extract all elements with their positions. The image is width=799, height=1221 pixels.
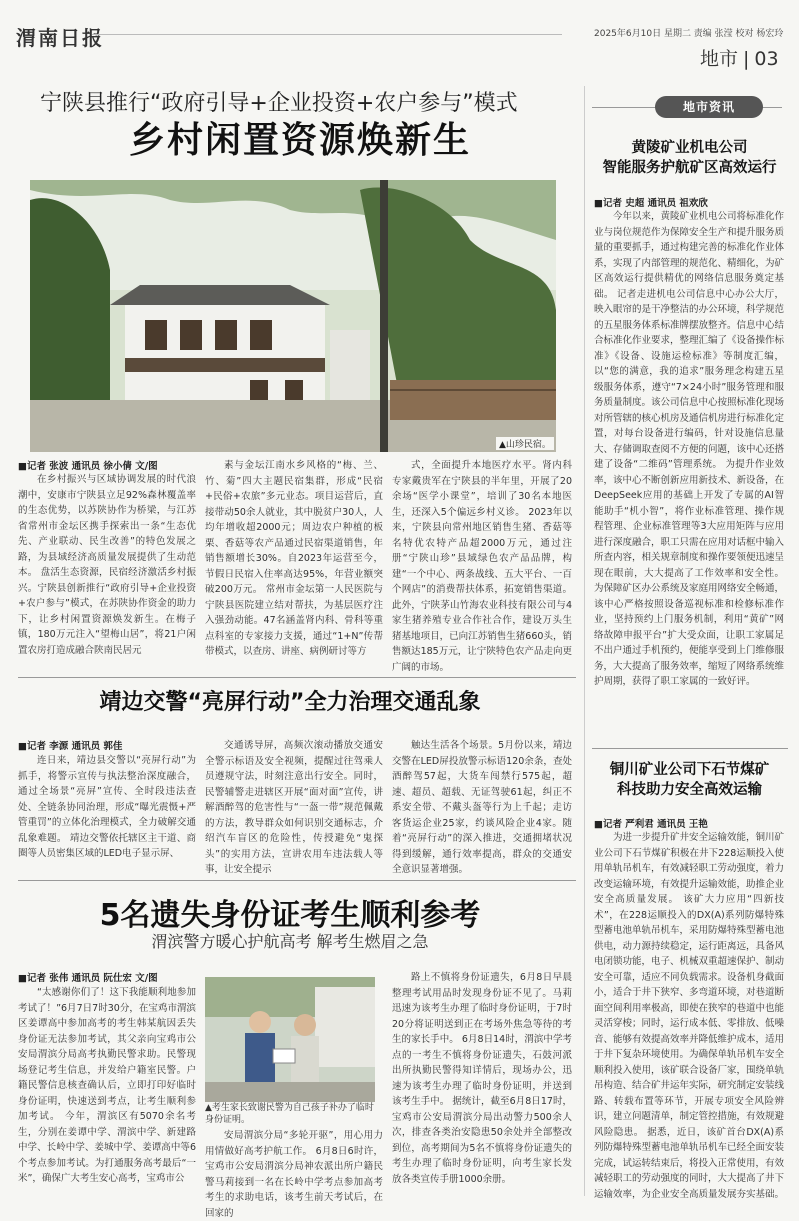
article1-column-2: 素与金坛江南水乡风格的“梅、兰、竹、菊”四大主题民宿集群，形成“民宿+民俗+农旅”多元业态。项目运营后，直接带动50余人就业，其中脱贫户30人，人均年增收超2000元；周边农户种植的板栗、香菇等农产品通过民宿渠道销售，年销售额增长30%。自2023年运营至今，节假日民宿入住率高达95%，年营业额突破200万元。 常州市金坛第一人民医院与宁陕县医院建立结对帮扶，为基层医疗注入强劲动能。47名涵盖肾内科、骨科等重点科室的专家接力支援，通过“1+N”传帮带模式，以查房、讲座、病例研讨等方 xyxy=(205,460,383,657)
page-number: 03 xyxy=(754,48,779,70)
column-divider xyxy=(584,86,585,1196)
article2-column-1: 连日来，靖边县交警以“亮屏行动”为抓手，将警示宣传与执法整治深度融合，通过全场景“亮屏”宣传、全时段违法查处、全链条协同治理，形成“曝光震慑+严管重罚”的立体化治理模式，全力破解交通乱象难题。 靖边交警依托辖区主干道、商圈等人员密集区域的LED电子显示屏、 xyxy=(18,755,196,859)
sidebar-article2-headline: 铜川矿业公司下石节煤矿 科技助力安全高效运输 xyxy=(609,762,770,798)
issue-meta: 2025年6月10日 星期二 责编 张滢 校对 杨宏玲 xyxy=(594,29,784,39)
divider-article2 xyxy=(18,677,576,678)
article1-headline: 乡村闲置资源焕新生 xyxy=(128,120,471,161)
article3-photo xyxy=(205,977,375,1102)
article3-column-2: 安局渭滨分局“多轮开驱”，用心用力用情做好高考护航工作。 6月8日6时许，宝鸡市公安局渭滨分局神农派出所户籍民警马莉接到一名在长岭中学考点参加高考考生的求助电话，该考生前天考试后，在回家的 xyxy=(205,1130,383,1219)
guesthouse-photo-illustration xyxy=(30,180,556,452)
sidebar-article2-byline: ■记者 严利君 通讯员 王艳 xyxy=(594,819,708,830)
sidebar-article2-body: 为进一步提升矿井安全运输效能，铜川矿业公司下石节煤矿积极在井下228运顺投入使用单轨吊机车，有效减轻职工劳动强度，着力改变运输环境，有效提升运输效能，助推企业安全高质量发展。 该矿大力应用“四新技术”，在228运顺投入的DX(A)系列防爆特殊型蓄电池单轨吊机车，采用防爆特殊型蓄电池供电，动力源持续稳定，运行距离远，具备风电闭锁功能，电子、机械双重超速保护、制动安全可靠，适应不同负载需求。设备机身截面小，适合于井下狭窄、多弯道环境，对巷道断面空间利用率极高，即使在狭窄的巷道中也能灵活穿梭；同时，运行成本低、零排放、低噪音、能够有效提高效率并降低维护成本，适用于井下复杂环境使用。为确保单轨吊机车安全顺利投入使用，该矿联合设备厂家，围绕单轨吊构造、结合矿井运年实际，研究制定安装线路、转载布置等环节，开展专项安全风险辨识，建立问题清单，制定管控措施，有效规避风险隐患。 据悉，近日，该矿首台DX(A)系列防爆特殊型蓄电池单轨吊机车已经全面安装完成，试运转结束后，将投入正常使用，有效减轻职工的劳动强度的同时，大大提高了井下运输效率，为企业安全高质量发展夯实基础。 xyxy=(594,832,785,1200)
sidebar-article1-body: 今年以来，黄陵矿业机电公司将标准化作业与岗位规范作为保障安全生产和提升服务质量的重要抓手，通过构建完善的标准化作业体系，实现了内部管理的规范化、精细化，为矿区高效运行提供精优的网络信息服务奠定基础。 记者走进机电公司信息中心办公大厅，映入眼帘的是干净整洁的办公环境，科学规范的五星服务体系标准牌摆放整齐。信息中心结合标准化作业要求，整理汇编了《设备操作标准》《设备、设施运检标准》等制度汇编，以“您的满意，我的追求”服务理念构建五星级服务体系，遵守“7×24小时”服务管理和服务质量制度。该公司信息中心按照标准化现场对所管辖的核心机房及通信机房进行标准化定置，对每台设备进行编码，针对设施信息量大、存储调取查阅不方便的问题，该中心还搭建了设备“二维码”管理系统。 为提升作业效率，该中心不断创新应用新技术、新设备，在DeepSeek应用的基础上开发了专属的AI智能助手“机小智”，将作业标准管理、操作规程管理、企业标准管理等3大应用矩阵与应用进行深度融合，职工只需在应用对话框中输入所查内容，相关规章制度和操作要领便迅速呈现在眼前，大大提高了工作效率和安全性。 为保障矿区办公系统及家庭用网络安全畅通，该中心严格按照设备巡视标准和检修标准作业，坚持预约上门服务机制，利用“黄矿”网络故障申报平台”扩大受众面，让职工家属足不出户通过手机预约，便能享受到上门维修服务，大大提高了服务效率，缩短了网络系统维护周期，获得了职工家属的一致好评。 xyxy=(594,211,785,687)
police-handover-photo-illustration xyxy=(205,977,375,1102)
divider-article3 xyxy=(18,880,576,881)
article1-photo xyxy=(30,180,556,452)
sidebar-article1-headline: 黄陵矿业机电公司 智能服务护航矿区高效运行 xyxy=(602,140,777,176)
article1-column-1: 在乡村振兴与区域协调发展的时代浪潮中，安康市宁陕县立足92%森林覆盖率的生态优势，以苏陕协作为桥梁，与江苏省常州市金坛区携手探索出一条“生态优先、产业联动、民生改善”的特色发展之路，为县域经济高质量发展提供了生动范本。 盘活生态资源，民宿经济激活乡村振兴。宁陕县创新推行“政府引导+企业投资+农户参与”模式，在苏陕协作资金的助力下，让乡村闲置资源焕发新生。在梅子镇，180万元注入“望梅山居”，将21户闲置农房打造成融合陕南民居元 xyxy=(18,474,196,656)
article3-column-3: 路上不慎将身份证遗失，6月8日早晨整理考试用品时发现身份证不见了。马莉迅速为该考生办理了临时身份证明，于7时20分将证明送到正在考场外焦急等待的考生的家长手中。 6月8日14时，渭滨中学考点的一考生不慎将身份证遗失，石鼓河派出所执勤民警得知详情后，现场办公，迅速为该考生办理了临时身份证明，并送到该考生手中。 据统计，截至6月8日17时，宝鸡市公安局渭滨分局出动警力500余人次，排查各类治安隐患50余处并全部整改到位，高考期间为5名不慎将身份证遗失的考生办理了临时身份证明，向考生家长发放各类宣传手册1000余册。 xyxy=(392,972,572,1185)
article1-kicker: 宁陕县推行“政府引导+企业投资+农户参与”模式 xyxy=(40,91,518,116)
article3-photo-caption: ▲考生家长致谢民警为自己孩子补办了临时身份证明。 xyxy=(205,1103,374,1125)
article3-subhead: 渭滨警方暖心护航高考 解考生燃眉之急 xyxy=(151,932,429,951)
newspaper-logo: 渭南日报 xyxy=(16,26,104,50)
article2-headline: 靖边交警“亮屏行动”全力治理交通乱象 xyxy=(99,690,481,715)
article3-column-1: “太感谢你们了！这下我能顺利地参加考试了！”6月7日7时30分，在宝鸡市渭滨区姜谭高中参加高考的考生韩某航因丢失身份证无法参加考试，其父亲向宝鸡市公安局渭滨分局高考执勤民警求助。民警现场登记考生信息，并发给户籍室民警。户籍民警信息核查确认后，立即打印好临时身份证明，快速送到考点，让考生顺利参加考试。 今年，渭滨区有5070余名考生，分别在姜谭中学、渭滨中学、新建路中学、长岭中学、姜城中学、姜谭高中等6个考点参加考试。为打通服务高考最后“一米”，确保广大考生安心高考，宝鸡市公 xyxy=(18,987,196,1184)
article2-column-2: 交通诱导屏，高频次滚动播放交通安全警示标语及安全视频，提醒过往驾乘人员遵规守法，时刻注意出行安全。同时，民警辅警走进辖区开展“面对面”宣传，讲解酒醉驾的危害性与“一盔一带”规范佩戴的方法，教导群众如何识别交通标志，介绍汽车盲区的危险性，传授避免“鬼探头”的实用方法，宣讲农用车违法载人等事，让安全提示 xyxy=(205,740,383,875)
sidebar-article1-byline: ■记者 史超 通讯员 祖欢欣 xyxy=(594,198,708,209)
article1-byline: ■记者 张波 通讯员 徐小倩 文/图 xyxy=(18,461,158,472)
article1-column-3: 式，全面提升本地医疗水平。肾内科专家戴贵军在宁陕县的半年里，开展了20余场“医学小课堂”，培训了30名本地医生，还深入5个偏远乡村义诊。 2023年以来，宁陕县向常州地区销售生猪、香菇等名特优农特产品超2000万元，通过注册“宁陕山珍”县域绿色农产品品牌，构建“一个中心、两条战线、五大平台、一百个网店”的消费帮扶体系，拓宽销售渠道。此外，宁陕茅山竹海农业科技有限公司与4家生猪养殖专业合作社合作，建设万头生猪基地项目，已向江苏销售生猪660头，销售额达185万元，让宁陕特色农产品走向更广阔的市场。 xyxy=(392,460,572,673)
article2-column-3: 触达生活各个场景。5月份以来，靖边交警在LED屏投放警示标语120余条，查处酒醉驾57起，大货车闯禁行575起，超速、超员、超载、无证驾驶61起，纠正不系安全带、不戴头盔等行为上千起；走访客货运企业25家，约谈风险企业4家。随着“亮屏行动”的深入推进，交通拥堵状况得到缓解，通行效率提高，群众的交通安全意识显著增强。 xyxy=(392,740,572,875)
article3-headline: 5名遗失身份证考生顺利参考 xyxy=(99,898,481,933)
article3-byline: ■记者 张伟 通讯员 阮仕宏 文/图 xyxy=(18,973,158,984)
article2-byline: ■记者 李源 通讯员 郭佳 xyxy=(18,741,123,752)
section-name: 地市 xyxy=(700,48,739,70)
masthead-rule xyxy=(92,34,562,35)
section-tag: 地市 | 03 xyxy=(700,48,779,70)
article1-photo-caption: ▲山珍民宿。 xyxy=(496,437,554,450)
divider-sidebar xyxy=(592,748,788,749)
sidebar-banner: 地市资讯 xyxy=(655,96,763,118)
